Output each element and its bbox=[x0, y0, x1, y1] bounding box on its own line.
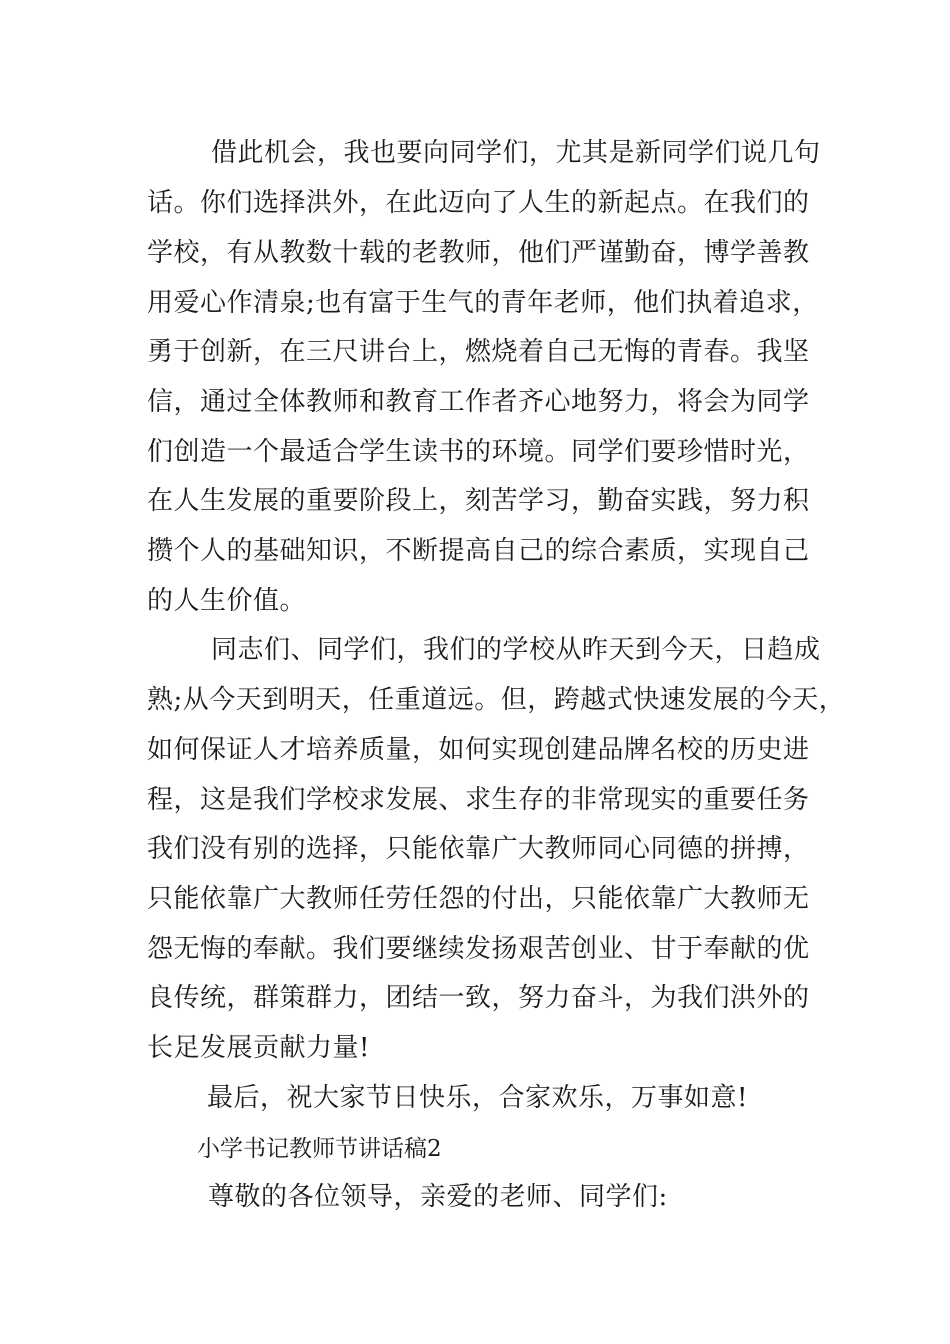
salutation: 尊敬的各位领导，亲爱的老师、同学们: bbox=[208, 1182, 668, 1212]
paragraph-line: 学校，有从教数十载的老教师，他们严谨勤奋，博学善教 bbox=[147, 238, 810, 268]
paragraph-line: 同志们、同学们，我们的学校从昨天到今天，日趋成 bbox=[211, 635, 821, 665]
paragraph-line: 程，这是我们学校求发展、求生存的非常现实的重要任务 bbox=[147, 785, 810, 815]
section-title: 小学书记教师节讲话稿2 bbox=[197, 1136, 442, 1162]
paragraph-line: 长足发展贡献力量! bbox=[147, 1033, 370, 1063]
paragraph-line: 用爱心作清泉;也有富于生气的青年老师，他们执着追求， bbox=[147, 288, 819, 318]
paragraph-line: 话。你们选择洪外，在此迈向了人生的新起点。在我们的 bbox=[147, 188, 810, 218]
paragraph-line: 攒个人的基础知识，不断提高自己的综合素质，实现自己 bbox=[147, 536, 810, 566]
paragraph-line: 良传统，群策群力，团结一致，努力奋斗，为我们洪外的 bbox=[147, 983, 810, 1013]
paragraph-line: 如何保证人才培养质量，如何实现创建品牌名校的历史进 bbox=[147, 735, 810, 765]
paragraph-line: 信，通过全体教师和教育工作者齐心地努力，将会为同学 bbox=[147, 387, 810, 417]
paragraph-line: 熟;从今天到明天，任重道远。但，跨越式快速发展的今天， bbox=[147, 685, 846, 715]
paragraph-line: 勇于创新，在三尺讲台上，燃烧着自己无悔的青春。我坚 bbox=[147, 337, 810, 367]
paragraph-line: 我们没有别的选择，只能依靠广大教师同心同德的拼搏， bbox=[147, 834, 810, 864]
paragraph-line: 只能依靠广大教师任劳任怨的付出，只能依靠广大教师无 bbox=[147, 884, 810, 914]
paragraph-line: 们创造一个最适合学生读书的环境。同学们要珍惜时光， bbox=[147, 437, 810, 467]
paragraph-line: 的人生价值。 bbox=[147, 586, 307, 616]
paragraph-line: 借此机会，我也要向同学们，尤其是新同学们说几句 bbox=[211, 138, 821, 168]
closing-line: 最后，祝大家节日快乐，合家欢乐，万事如意! bbox=[207, 1083, 748, 1113]
paragraph-line: 怨无悔的奉献。我们要继续发扬艰苦创业、甘于奉献的优 bbox=[147, 934, 810, 964]
paragraph-line: 在人生发展的重要阶段上，刻苦学习，勤奋实践，努力积 bbox=[147, 486, 810, 516]
